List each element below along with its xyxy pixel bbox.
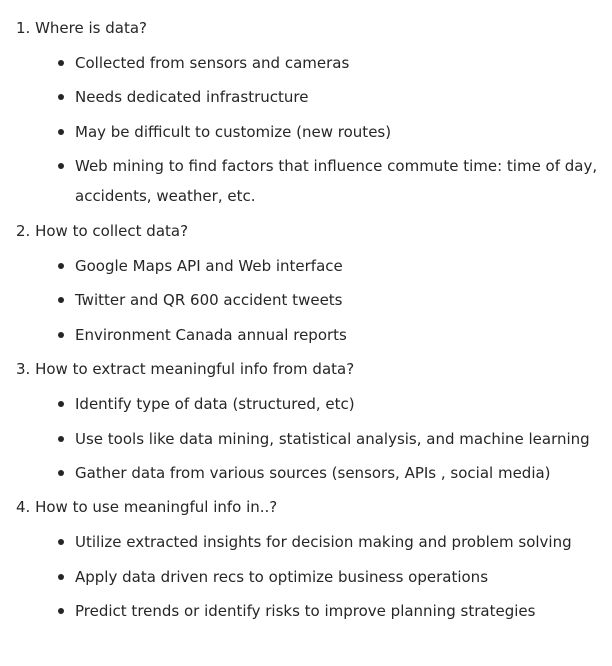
list-item-text: Google Maps API and Web interface [75,257,343,275]
list-item [58,320,598,350]
section-title: How to collect data? [35,222,189,240]
list-item-text: Environment Canada annual reports [75,326,347,344]
list-item-text: Identify type of data (structured, etc) [75,395,355,413]
list-item-text: Gather data from various sources (sensors, APIs , social media) [75,464,551,482]
list-item-text: Use tools like data mining, statistical analysis, and machine learning [75,430,590,448]
list-item [58,82,598,112]
list-item [58,117,598,147]
section-title: Where is data? [35,19,147,37]
section-number: 3. [16,360,31,378]
section-heading-4 [16,497,277,517]
list-item [58,285,598,315]
list-item [58,458,598,488]
list-item-text: Needs dedicated infrastructure [75,88,309,106]
list-item-text: Utilize extracted insights for decision making and problem solving [75,533,572,551]
bullet-icon [58,163,64,169]
section-heading-2 [16,221,188,241]
section-number: 2. [16,222,31,240]
section-title: How to use meaningful info in..? [35,498,278,516]
bullet-icon [58,608,64,614]
bullet-icon [58,129,64,135]
list-item-text: Predict trends or identify risks to improve planning strategies [75,602,536,620]
list-item-text: Collected from sensors and cameras [75,54,350,72]
list-item [58,596,598,626]
bullet-icon [58,297,64,303]
bullet-icon [58,332,64,338]
bullet-icon [58,470,64,476]
list-item [58,251,598,281]
list-item [58,527,598,557]
list-item-text: Web mining to find factors that influence commute time: time of day, accidents, weather, etc. [75,157,598,205]
bullet-icon [58,436,64,442]
list-item [58,151,598,211]
section-heading-3 [16,359,354,379]
section-number: 4. [16,498,31,516]
list-item [58,562,598,592]
bullet-icon [58,401,64,407]
section-heading-1 [16,18,147,38]
list-item [58,424,598,454]
section-number: 1. [16,19,31,37]
section-title: How to extract meaningful info from data? [35,360,355,378]
bullet-icon [58,60,64,66]
bullet-icon [58,574,64,580]
list-item-text: May be difficult to customize (new routes) [75,123,392,141]
bullet-icon [58,263,64,269]
list-item [58,389,598,419]
bullet-icon [58,539,64,545]
list-item [58,48,598,78]
list-item-text: Twitter and QR 600 accident tweets [75,291,343,309]
bullet-icon [58,94,64,100]
list-item-text: Apply data driven recs to optimize business operations [75,568,489,586]
